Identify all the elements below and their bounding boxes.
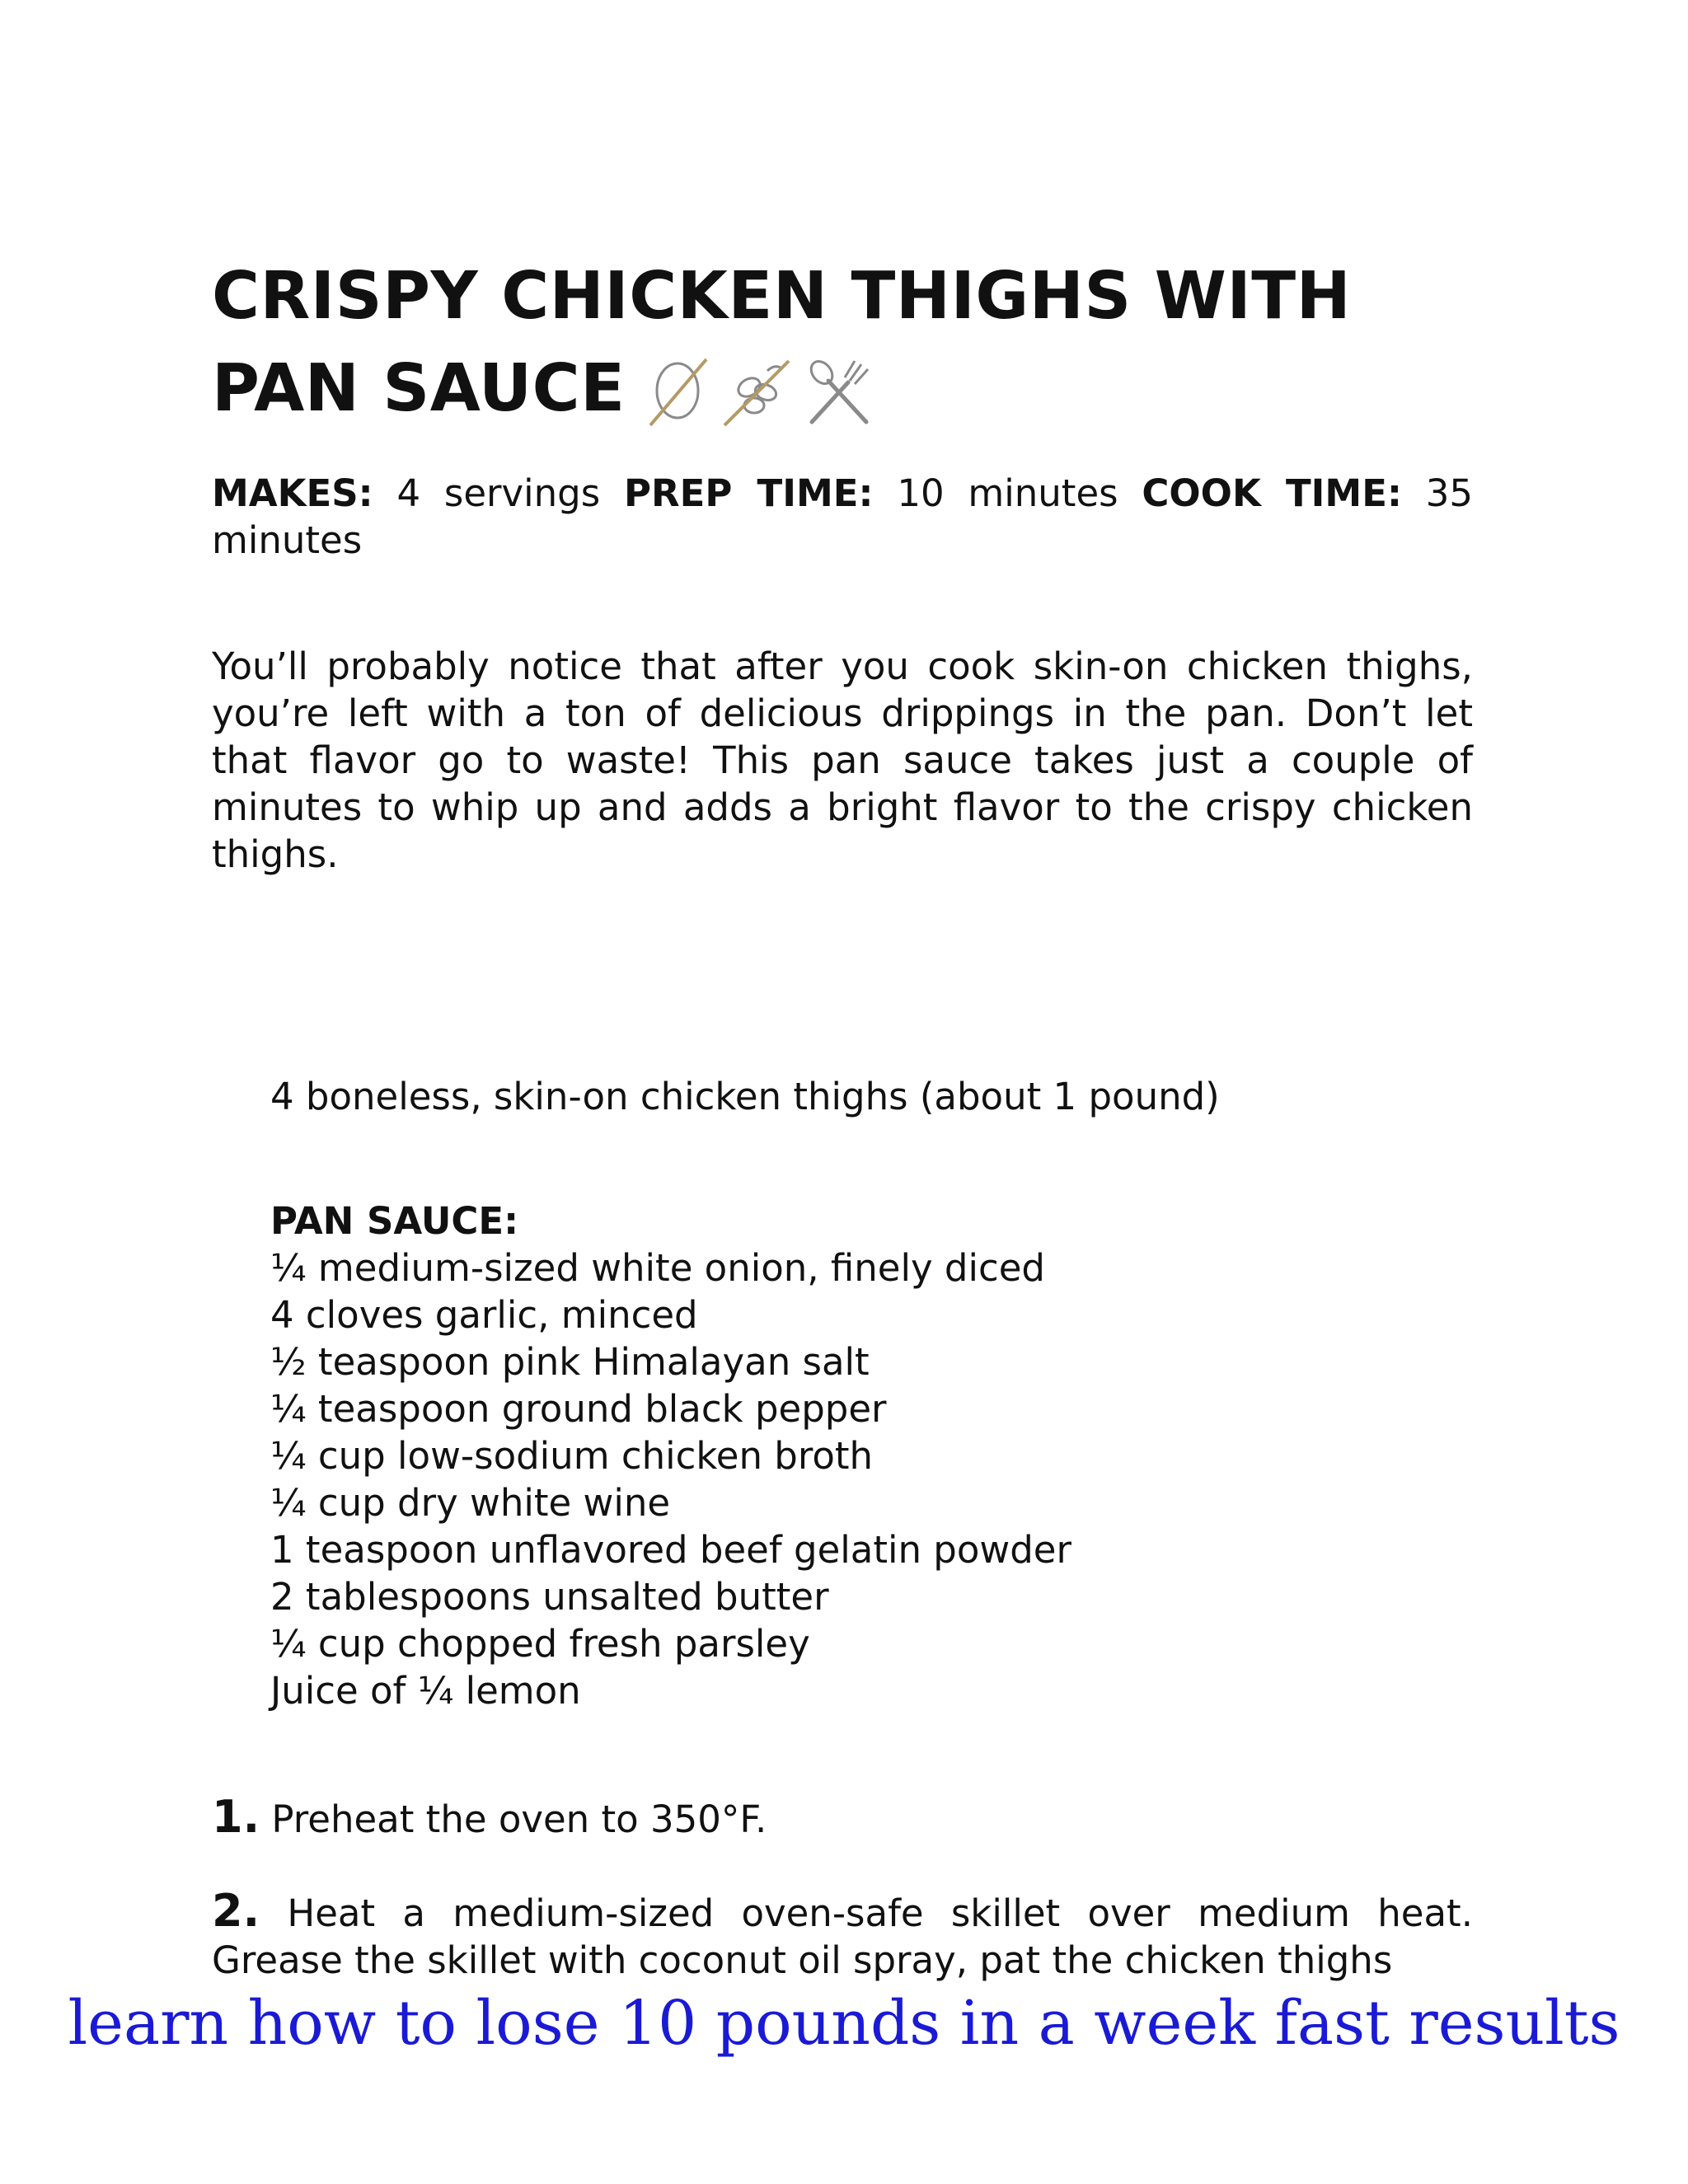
utensils-icon bbox=[802, 356, 876, 429]
main-ingredient: 4 boneless, skin-on chicken thighs (about 1 pound) bbox=[270, 1075, 1220, 1118]
pan-sauce-heading: PAN SAUCE: bbox=[270, 1199, 519, 1243]
ingredient-item: 2 tablespoons unsalted butter bbox=[270, 1575, 829, 1619]
ingredient-item: 4 cloves garlic, minced bbox=[270, 1293, 698, 1337]
step-text: Heat a medium-sized oven-safe skillet over medium heat. Grease the skillet with coconut oil spray, pat the chicken thighs bbox=[212, 1891, 1473, 1981]
ingredient-item: ¼ cup low-sodium chicken broth bbox=[270, 1434, 874, 1478]
recipe-title-line-1: CRISPY CHICKEN THIGHS WITH bbox=[212, 258, 1352, 334]
ingredient-item: ¼ medium-sized white onion, finely diced bbox=[270, 1246, 1045, 1290]
makes-value: 4 servings bbox=[396, 471, 601, 515]
nut-free-icon bbox=[720, 356, 794, 429]
recipe-title-line-2-wrap bbox=[212, 342, 1498, 452]
recipe-title bbox=[212, 250, 1498, 452]
ingredient-item: 1 teaspoon unflavored beef gelatin powder bbox=[270, 1528, 1071, 1572]
makes-label: MAKES: bbox=[212, 471, 373, 515]
recipe-meta bbox=[212, 470, 1473, 564]
prep-time-label: PREP TIME: bbox=[624, 471, 874, 515]
cook-time-label: COOK TIME: bbox=[1142, 471, 1402, 515]
dairy-free-icon bbox=[644, 356, 711, 429]
cook-time-value: 35 minutes bbox=[212, 471, 1474, 562]
ingredient-item: ½ teaspoon pink Himalayan salt bbox=[270, 1340, 870, 1384]
step-number: 2. bbox=[212, 1887, 260, 1937]
ingredient-item: ¼ teaspoon ground black pepper bbox=[270, 1387, 887, 1431]
recipe-intro: You’ll probably notice that after you cook skin-on chicken thighs, you’re left with a ton of delicious drippings in the pan. Don’t let that flavor go to waste! This pan sauce takes just a couple of minutes to whip up and adds a bright flavor to the crispy chicken thighs. bbox=[212, 644, 1473, 876]
instruction-step-1 bbox=[212, 1793, 1473, 1843]
prep-time-value: 10 minutes bbox=[897, 471, 1118, 515]
ingredient-item: Juice of ¼ lemon bbox=[270, 1669, 581, 1713]
recipe-title-line-2: PAN SAUCE bbox=[212, 350, 626, 426]
instruction-step-2 bbox=[212, 1887, 1473, 1981]
promo-link[interactable]: learn how to lose 10 pounds in a week fast results bbox=[68, 1988, 1620, 2059]
ingredient-item: ¼ cup dry white wine bbox=[270, 1481, 671, 1525]
step-text: Preheat the oven to 350°F. bbox=[271, 1797, 767, 1841]
ingredient-item: ¼ cup chopped fresh parsley bbox=[270, 1622, 810, 1666]
pan-sauce-ingredients bbox=[270, 1197, 1071, 1714]
step-number: 1. bbox=[212, 1791, 260, 1843]
diet-icons bbox=[644, 356, 884, 452]
